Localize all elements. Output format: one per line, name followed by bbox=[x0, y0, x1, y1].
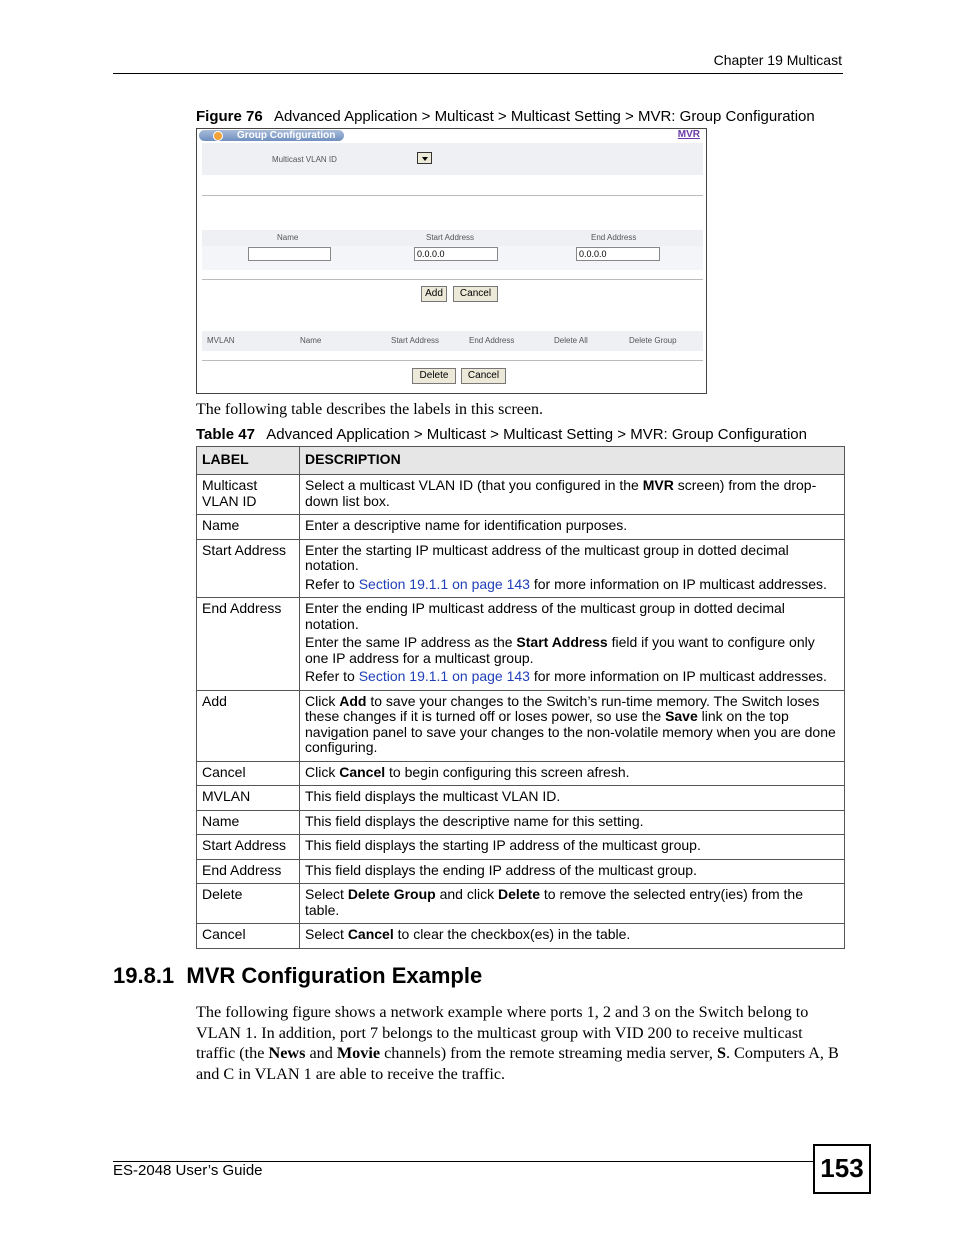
row-description: This field displays the starting IP address of the multicast group. bbox=[300, 835, 845, 860]
delete-button[interactable]: Delete bbox=[412, 368, 456, 384]
divider bbox=[202, 279, 703, 280]
table-row bbox=[197, 761, 845, 786]
row-description: Select Cancel to clear the checkbox(es) in the table. bbox=[300, 924, 845, 949]
label-description-table bbox=[196, 446, 845, 949]
title-pill bbox=[199, 130, 344, 141]
intro-text: The following table describes the labels in this screen. bbox=[196, 401, 544, 418]
list-header-start: Start Address bbox=[391, 336, 440, 345]
screen-title: Group Configuration bbox=[237, 130, 336, 141]
table-row bbox=[197, 786, 845, 811]
row-label: MVLAN bbox=[197, 786, 300, 811]
add-button[interactable]: Add bbox=[421, 286, 447, 302]
table-row bbox=[197, 539, 845, 598]
row-label: Cancel bbox=[197, 761, 300, 786]
section-link[interactable]: Section 19.1.1 on page 143 bbox=[358, 575, 530, 592]
section-paragraph: The following figure shows a network example where ports 1, 2 and 3 on the Switch belong to VLAN 1. In addition, port 7 belongs to the multicast group with VID 200 to receive multicast traffic (the News and Movie channels) from the remote streaming media server, S. Computers A, B and C in VLAN 1 are able to receive the traffic. bbox=[196, 1003, 839, 1083]
vlan-dropdown[interactable] bbox=[417, 152, 432, 164]
table-row bbox=[197, 835, 845, 860]
list-header-delete-all[interactable]: Delete All bbox=[554, 336, 588, 345]
row-description: Enter the ending IP multicast address of the multicast group in dotted decimal notation. Enter the same IP address as the Start Address field if you want to configure only one IP address for a multicast group. Refer to Section 19.1.1 on page 143 for more information on IP multicast addresses. bbox=[300, 598, 845, 691]
row-label: Multicast VLAN ID bbox=[197, 475, 300, 515]
row-label: Start Address bbox=[197, 539, 300, 598]
name-column-label: Name bbox=[277, 233, 299, 242]
row-description: This field displays the ending IP address of the multicast group. bbox=[300, 859, 845, 884]
list-header-mvlan: MVLAN bbox=[207, 336, 235, 345]
description-header: DESCRIPTION bbox=[300, 447, 845, 475]
row-label: Add bbox=[197, 690, 300, 761]
screen-titlebar bbox=[197, 129, 706, 142]
group-configuration-screenshot bbox=[196, 128, 707, 394]
row-label: Cancel bbox=[197, 924, 300, 949]
list-header-name: Name bbox=[300, 336, 322, 345]
table-row bbox=[197, 924, 845, 949]
title-bullet-icon bbox=[213, 131, 223, 141]
mvr-link[interactable]: MVR bbox=[677, 129, 700, 140]
row-label: Start Address bbox=[197, 835, 300, 860]
figure-label: Figure 76 bbox=[196, 108, 263, 125]
list-header-end: End Address bbox=[469, 336, 515, 345]
row-description: Enter the starting IP multicast address of the multicast group in dotted decimal notation. Refer to Section 19.1.1 on page 143 for more information on IP multicast addresses. bbox=[300, 539, 845, 598]
figure-caption-text: Advanced Application > Multicast > Multicast Setting > MVR: Group Configuration bbox=[274, 108, 815, 125]
page-number: 153 bbox=[813, 1144, 871, 1194]
end-column-label: End Address bbox=[591, 233, 637, 242]
end-address-input[interactable]: 0.0.0.0 bbox=[576, 247, 660, 261]
row-description: This field displays the multicast VLAN ID. bbox=[300, 786, 845, 811]
table-row bbox=[197, 859, 845, 884]
table-caption-text: Advanced Application > Multicast > Multicast Setting > MVR: Group Configuration bbox=[266, 426, 807, 443]
figure-caption bbox=[196, 108, 815, 125]
section-title: 19.8.1 MVR Configuration Example bbox=[113, 963, 483, 988]
row-label: End Address bbox=[197, 598, 300, 691]
row-description: Click Cancel to begin configuring this screen afresh. bbox=[300, 761, 845, 786]
row-label: Name bbox=[197, 515, 300, 540]
table-row bbox=[197, 475, 845, 515]
divider bbox=[202, 195, 703, 196]
list-header-delete-group[interactable]: Delete Group bbox=[629, 336, 677, 345]
table-row bbox=[197, 810, 845, 835]
table-row bbox=[197, 515, 845, 540]
row-description: This field displays the descriptive name for this setting. bbox=[300, 810, 845, 835]
table-row bbox=[197, 884, 845, 924]
table-row bbox=[197, 598, 845, 691]
table-label: Table 47 bbox=[196, 426, 255, 443]
label-header: LABEL bbox=[197, 447, 300, 475]
row-label: End Address bbox=[197, 859, 300, 884]
start-address-input[interactable]: 0.0.0.0 bbox=[414, 247, 498, 261]
divider bbox=[202, 360, 703, 361]
row-label: Delete bbox=[197, 884, 300, 924]
table-header-row bbox=[197, 447, 845, 475]
row-description: Select a multicast VLAN ID (that you configured in the MVR screen) from the drop-down list box. bbox=[300, 475, 845, 515]
row-description: Enter a descriptive name for identification purposes. bbox=[300, 515, 845, 540]
table-row bbox=[197, 690, 845, 761]
header-rule bbox=[113, 73, 843, 74]
section-link[interactable]: Section 19.1.1 on page 143 bbox=[358, 668, 530, 684]
cancel-list-button[interactable]: Cancel bbox=[461, 368, 506, 384]
start-column-label: Start Address bbox=[426, 233, 475, 242]
row-label: Name bbox=[197, 810, 300, 835]
vlan-label: Multicast VLAN ID bbox=[272, 155, 337, 164]
table-caption bbox=[196, 426, 807, 443]
list-header-row bbox=[202, 331, 703, 351]
chapter-header: Chapter 19 Multicast bbox=[713, 52, 842, 68]
footer-guide-name: ES-2048 User’s Guide bbox=[113, 1162, 263, 1179]
name-input[interactable] bbox=[248, 247, 331, 261]
row-description: Click Add to save your changes to the Switch’s run-time memory. The Switch loses these changes if it is turned off or loses power, so use the Save link on the top navigation panel to save your changes to the non-volatile memory when you are done configuring. bbox=[300, 690, 845, 761]
cancel-button[interactable]: Cancel bbox=[453, 286, 498, 302]
row-description: Select Delete Group and click Delete to remove the selected entry(ies) from the table. bbox=[300, 884, 845, 924]
